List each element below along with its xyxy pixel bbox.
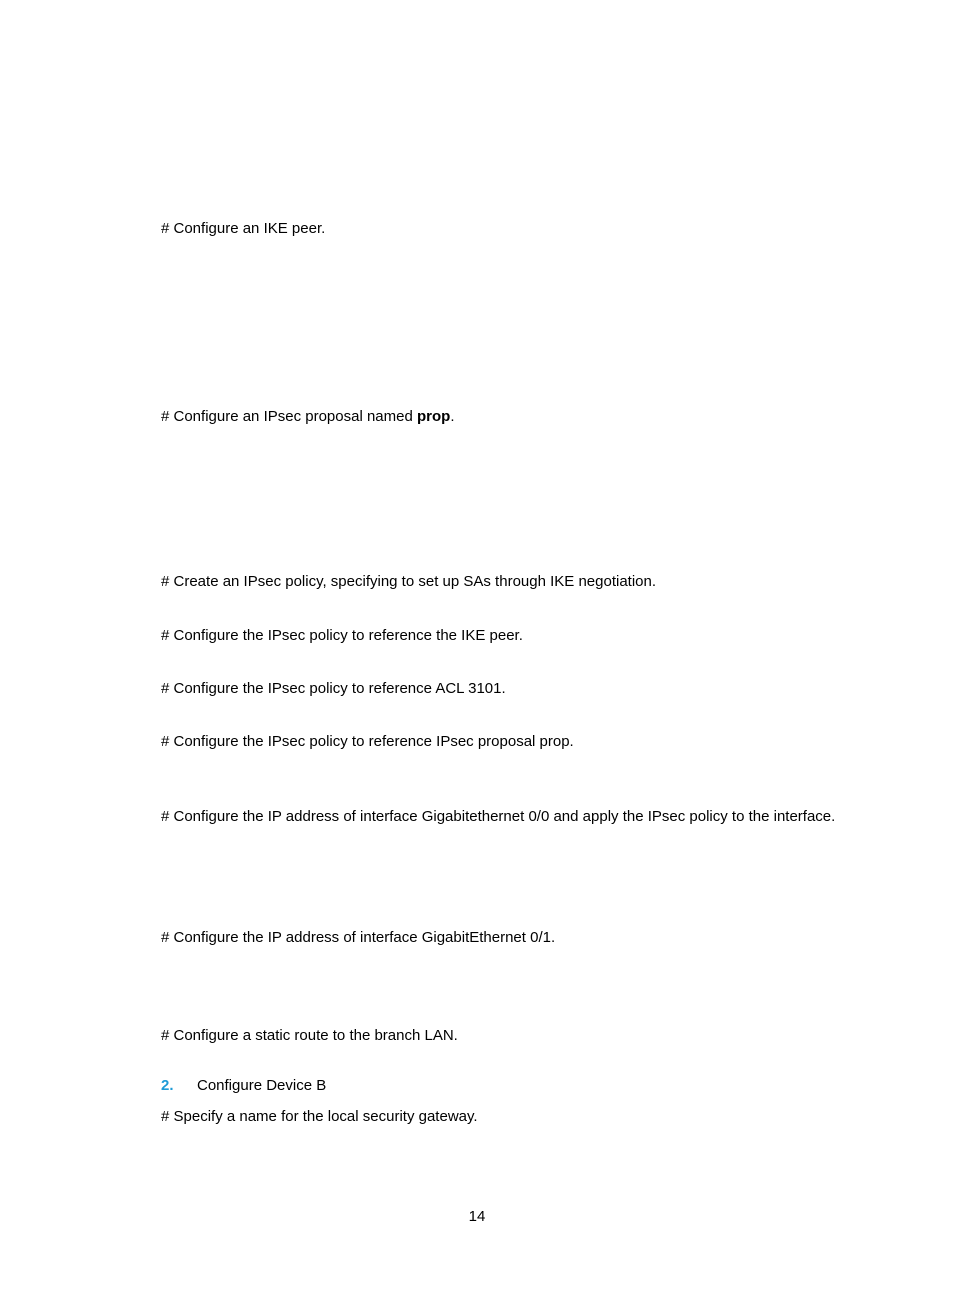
instruction-ipsec-proposal-suffix: . <box>450 408 455 425</box>
proposal-name: prop <box>417 408 451 425</box>
instruction-specify-name: # Specify a name for the local security gateway. <box>161 1108 478 1125</box>
instruction-interface-g01: # Configure the IP address of interface GigabitEthernet 0/1. <box>161 929 556 946</box>
instruction-interface-g00: # Configure the IP address of interface Gigabitethernet 0/0 and apply the IPsec policy to the interface. <box>161 808 836 825</box>
step-heading: Configure Device B <box>197 1077 327 1094</box>
instruction-ipsec-proposal <box>161 407 455 427</box>
instruction-ref-acl: # Configure the IPsec policy to reference ACL 3101. <box>161 680 506 697</box>
instruction-ipsec-proposal-prefix: # Configure an IPsec proposal named <box>161 408 417 425</box>
instruction-ref-proposal: # Configure the IPsec policy to reference IPsec proposal prop. <box>161 733 574 750</box>
instruction-create-policy: # Create an IPsec policy, specifying to set up SAs through IKE negotiation. <box>161 573 657 590</box>
instruction-static-route: # Configure a static route to the branch LAN. <box>161 1027 458 1044</box>
step-number: 2. <box>161 1077 174 1094</box>
instruction-ike-peer: # Configure an IKE peer. <box>161 220 326 237</box>
page-number: 14 <box>468 1208 486 1225</box>
instruction-ref-ike-peer: # Configure the IPsec policy to reference the IKE peer. <box>161 627 523 644</box>
